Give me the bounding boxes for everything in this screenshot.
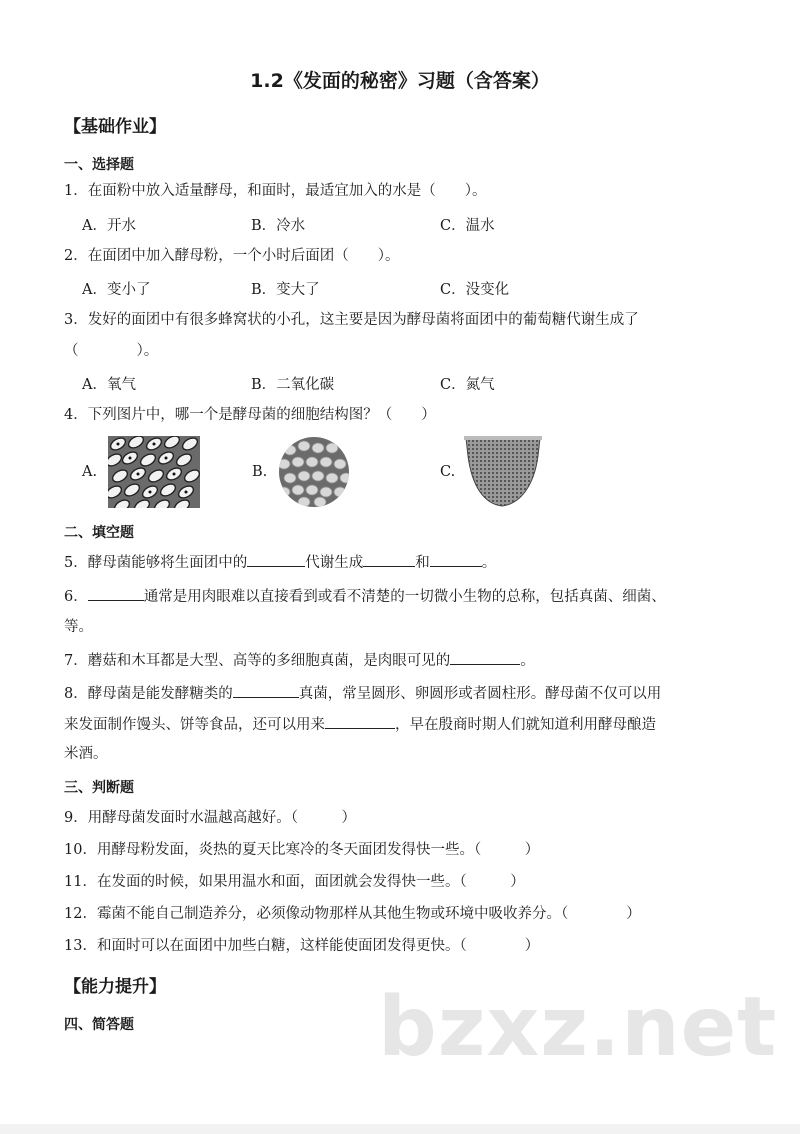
question-13: 13．和面时可以在面团中加些白糖，这样能使面团发得更快。（ ） [64,938,540,954]
subsection-fill-heading: 二、填空题 [64,525,134,541]
q4-option-c-label: C. [440,464,456,480]
q4-option-b-image [276,436,352,508]
watermark-text: bzxz.net [378,980,778,1075]
q5-text-4: 。 [481,555,497,571]
section-ability-heading: 【能力提升】 [64,977,166,997]
q4-option-b-label: B. [252,464,268,480]
question-4: 4．下列图片中，哪一个是酵母菌的细胞结构图？（ ） [64,407,436,423]
q3-option-b: B．二氧化碳 [251,377,335,393]
question-6-continued: 等。 [64,619,93,635]
q6-blank-1[interactable] [88,586,144,601]
section-basic-heading: 【基础作业】 [64,117,166,137]
q1-option-c: C．温水 [440,218,495,234]
q2-option-a: A．变小了 [82,282,151,298]
q5-blank-1[interactable] [247,552,305,567]
q7-text-1: 7．蘑菇和木耳都是大型、高等的多细胞真菌，是肉眼可见的 [64,653,451,669]
q8-text-1: 8．酵母菌是能发酵糖类的 [64,686,233,702]
q8-blank-1[interactable] [233,683,299,698]
q2-option-b: B．变大了 [251,282,320,298]
question-8-line-3: 米酒。 [64,746,108,762]
q2-option-c: C．没变化 [440,282,510,298]
question-3-continued: （ ）。 [64,343,159,359]
q8-blank-2[interactable] [325,714,395,729]
q6-text-1: 6． [64,589,88,605]
q8-text-4: ，早在殷商时期人们就知道利用酵母酿造 [395,717,656,733]
page-bottom-edge [0,1124,800,1134]
question-2: 2．在面团中加入酵母粉，一个小时后面团（ ）。 [64,248,400,264]
question-8 [64,683,754,704]
q5-text-1: 5．酵母菌能够将生面团中的 [64,555,248,571]
q5-blank-2[interactable] [363,552,415,567]
q7-blank-1[interactable] [450,650,520,665]
q5-text-2: 代谢生成 [305,555,364,571]
question-10: 10．用酵母粉发面，炎热的夏天比寒冷的冬天面团发得快一些。（ ） [64,842,540,858]
question-3: 3．发好的面团中有很多蜂窝状的小孔，这主要是因为酵母菌将面团中的葡萄糖代谢生成了 [64,312,639,328]
q1-option-b: B．冷水 [251,218,306,234]
q7-text-2: 。 [520,653,535,669]
q5-blank-3[interactable] [430,552,482,567]
q5-text-3: 和 [415,555,430,571]
q3-option-c: C．氮气 [440,377,495,393]
q6-text-2: 通常是用肉眼难以直接看到或看不清楚的一切微小生物的总称，包括真菌、细菌、 [143,589,666,605]
q4-option-c-image [464,436,542,508]
question-7 [64,650,754,671]
q8-text-3: 来发面制作馒头、饼等食品，还可以用来 [64,717,325,733]
q3-option-a: A．氧气 [82,377,136,393]
question-9: 9．用酵母菌发面时水温越高越好。（ ） [64,810,356,826]
question-12: 12．霉菌不能自己制造养分，必须像动物那样从其他生物或环境中吸收养分。（ ） [64,906,641,922]
subsection-judge-heading: 三、判断题 [64,780,134,796]
subsection-short-heading: 四、简答题 [64,1017,134,1033]
question-11: 11．在发面的时候，如果用温水和面，面团就会发得快一些。（ ） [64,874,525,890]
q4-option-a-image [108,436,200,508]
question-1: 1．在面粉中放入适量酵母，和面时，最适宜加入的水是（ ）。 [64,183,487,199]
question-8-line-2 [64,714,754,735]
subsection-choice-heading: 一、选择题 [64,157,134,173]
q8-text-2: 真菌，常呈圆形、卵圆形或者圆柱形。酵母菌不仅可以用 [298,686,662,702]
question-5 [64,552,754,573]
q4-option-a-label: A. [82,464,98,480]
q1-option-a: A．开水 [82,218,136,234]
question-6 [64,586,754,607]
page-title: 1.2《发面的秘密》习题（含答案） [250,70,550,92]
